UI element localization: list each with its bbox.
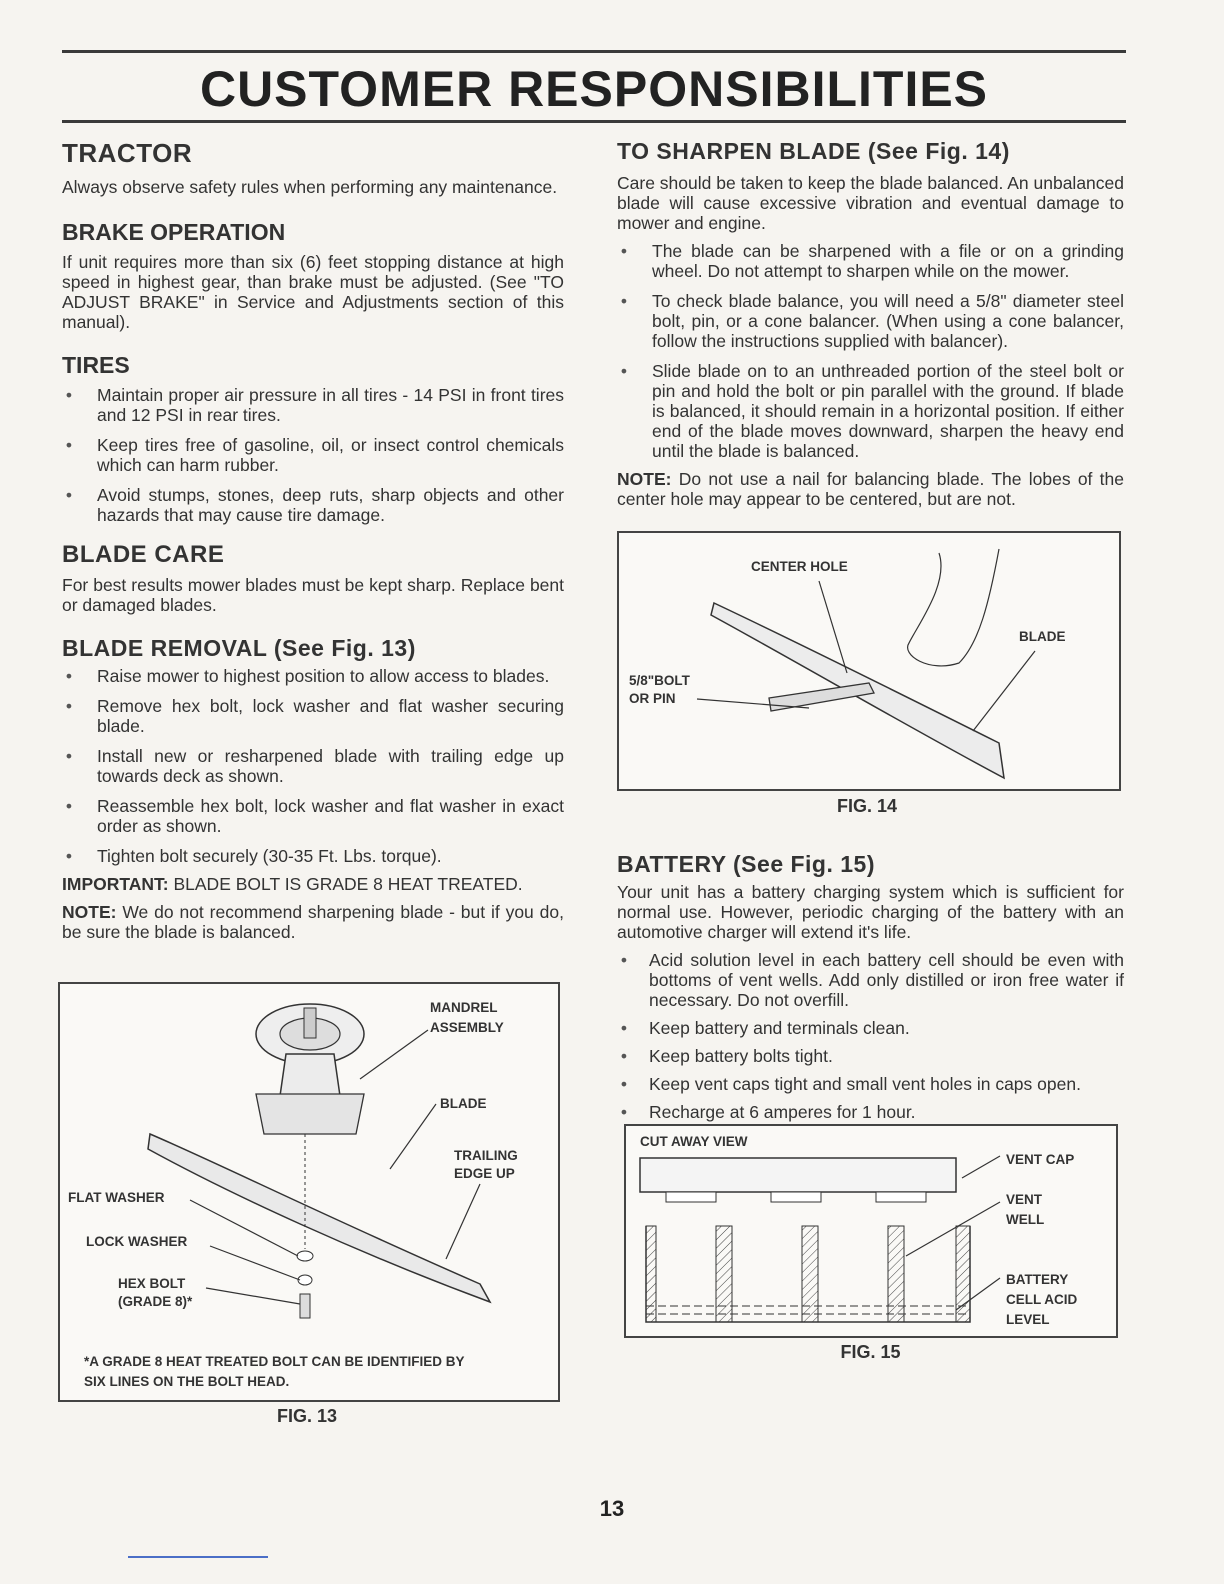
list-item: • Tighten bolt securely (30-35 Ft. Lbs. torque). — [62, 846, 564, 866]
bullet-icon: • — [620, 1102, 628, 1122]
sharpening-note: NOTE: We do not recommend sharpening blade - but if you do, be sure the blade is balanced. — [62, 902, 564, 942]
list-item: • Maintain proper air pressure in all tires - 14 PSI in front tires and 12 PSI in rear tires. — [62, 385, 564, 425]
label-blade: BLADE — [1019, 629, 1066, 644]
list-item: • Raise mower to highest position to allow access to blades. — [62, 666, 564, 686]
list-item: • The blade can be sharpened with a file or on a grinding wheel. Do not attempt to sharpen while on the mower. — [617, 241, 1124, 281]
bullet-icon: • — [65, 485, 73, 505]
list-item: • Install new or resharpened blade with trailing edge up towards deck as shown. — [62, 746, 564, 786]
label-battery: BATTERY — [1006, 1272, 1069, 1287]
left-column — [62, 138, 564, 942]
battery-text: Your unit has a battery charging system which is sufficient for normal use. However, periodic charging of the battery with an automotive charger will extend it's life. — [617, 882, 1124, 942]
sharpen-list — [617, 241, 1124, 461]
fig13-footnote-line2: SIX LINES ON THE BOLT HEAD. — [84, 1374, 290, 1389]
label-trailing: TRAILING — [454, 1148, 518, 1163]
label-or-pin: OR PIN — [629, 691, 676, 706]
label-edge-up: EDGE UP — [454, 1166, 515, 1181]
list-item: • Acid solution level in each battery cell should be even with bottoms of vent wells. Add only distilled or iron free water if necessary. Do not overfill. — [617, 950, 1124, 1010]
label-vent: VENT — [1006, 1192, 1043, 1207]
tractor-text: Always observe safety rules when performing any maintenance. — [62, 177, 558, 197]
bullet-icon: • — [620, 291, 628, 311]
label-level: LEVEL — [1006, 1312, 1050, 1327]
bullet-icon: • — [620, 1074, 628, 1094]
bullet-icon: • — [65, 846, 73, 866]
sharpen-text: Care should be taken to keep the blade balanced. An unbalanced blade will cause excessive vibration and eventual damage to mower and engine. — [617, 173, 1124, 233]
bullet-icon: • — [620, 1018, 628, 1038]
fig15-box — [624, 1124, 1118, 1338]
list-item: • Keep battery and terminals clean. — [617, 1018, 1124, 1038]
page-number: 13 — [599, 1496, 625, 1521]
label-cut-away: CUT AWAY VIEW — [640, 1134, 748, 1149]
bullet-icon: • — [65, 435, 73, 455]
sharpen-heading: TO SHARPEN BLADE (See Fig. 14) — [617, 138, 1010, 164]
bullet-icon: • — [65, 385, 73, 405]
bullet-icon: • — [65, 666, 73, 686]
brake-heading: BRAKE OPERATION — [62, 219, 286, 245]
label-vent-cap: VENT CAP — [1006, 1152, 1075, 1167]
list-item: • Recharge at 6 amperes for 1 hour. — [617, 1102, 1124, 1122]
list-item: • To check blade balance, you will need a 5/8" diameter steel bolt, pin, or a cone balancer. (When using a cone balancer, follow the instructions supplied with balancer). — [617, 291, 1124, 351]
list-item: • Keep tires free of gasoline, oil, or insect control chemicals which can harm rubber. — [62, 435, 564, 475]
label-lock-washer: LOCK WASHER — [86, 1234, 188, 1249]
fig14-box — [617, 531, 1121, 791]
label-cell-acid: CELL ACID — [1006, 1292, 1078, 1307]
fig13-footnote-line1: *A GRADE 8 HEAT TREATED BOLT CAN BE IDENTIFIED BY — [84, 1354, 465, 1369]
list-item: • Keep vent caps tight and small vent holes in caps open. — [617, 1074, 1124, 1094]
tractor-heading: TRACTOR — [62, 138, 193, 168]
battery-list — [617, 950, 1124, 1122]
label-mandrel: MANDREL — [430, 1000, 498, 1015]
blade-balance-illustration — [619, 533, 1119, 789]
right-column — [617, 138, 1124, 509]
bullet-icon: • — [65, 746, 73, 766]
important-note: IMPORTANT: BLADE BOLT IS GRADE 8 HEAT TREATED. — [62, 874, 523, 894]
battery-heading: BATTERY (See Fig. 15) — [617, 851, 876, 877]
bullet-icon: • — [620, 361, 628, 381]
fig15-caption: FIG. 15 — [840, 1342, 901, 1362]
bullet-icon: • — [620, 950, 628, 970]
fig14-caption: FIG. 14 — [836, 796, 898, 816]
fig13-caption: FIG. 13 — [276, 1406, 338, 1426]
page-title: CUSTOMER RESPONSIBILITIES — [199, 61, 989, 117]
list-item: • Reassemble hex bolt, lock washer and flat washer in exact order as shown. — [62, 796, 564, 836]
list-item: • Slide blade on to an unthreaded portion of the steel bolt or pin and hold the bolt or pin parallel with the ground. If blade is balanced, it should remain in a horizontal position. If either end of the blade moves downward, sharpen the heavy end until the blade is balanced. — [617, 361, 1124, 461]
label-well: WELL — [1006, 1212, 1045, 1227]
label-bolt: 5/8"BOLT — [629, 673, 690, 688]
balancing-note: NOTE: Do not use a nail for balancing blade. The lobes of the center hole may appear to be centered, but are not. — [617, 469, 1124, 509]
bullet-icon: • — [620, 241, 628, 261]
label-center-hole: CENTER HOLE — [751, 559, 848, 574]
bullet-icon: • — [65, 796, 73, 816]
bottom-link-underline[interactable] — [128, 1556, 268, 1558]
brake-text: If unit requires more than six (6) feet stopping distance at high speed in highest gear, than brake must be adjusted. (See "TO ADJUST BRAKE" in Service and Adjustments section of this manual). — [62, 252, 564, 332]
bullet-icon: • — [65, 696, 73, 716]
blade-removal-heading: BLADE REMOVAL (See Fig. 13) — [62, 635, 416, 661]
top-rule — [62, 50, 1126, 53]
fig13-box — [58, 982, 560, 1402]
blade-care-heading: BLADE CARE — [62, 541, 225, 568]
label-flat-washer: FLAT WASHER — [68, 1190, 165, 1205]
list-item: • Avoid stumps, stones, deep ruts, sharp objects and other hazards that may cause tire damage. — [62, 485, 564, 525]
blade-care-text: For best results mower blades must be kept sharp. Replace bent or damaged blades. — [62, 575, 564, 615]
label-blade: BLADE — [440, 1096, 487, 1111]
list-item: • Keep battery bolts tight. — [617, 1046, 1124, 1066]
blade-removal-list — [62, 666, 564, 866]
tires-list — [62, 385, 564, 525]
label-assembly: ASSEMBLY — [430, 1020, 504, 1035]
tires-heading: TIRES — [62, 352, 130, 378]
list-item: • Remove hex bolt, lock washer and flat washer securing blade. — [62, 696, 564, 736]
title-underline — [62, 120, 1126, 123]
label-grade8: (GRADE 8)* — [118, 1294, 193, 1309]
battery-section — [617, 851, 1124, 1130]
bullet-icon: • — [620, 1046, 628, 1066]
label-hex-bolt: HEX BOLT — [118, 1276, 186, 1291]
